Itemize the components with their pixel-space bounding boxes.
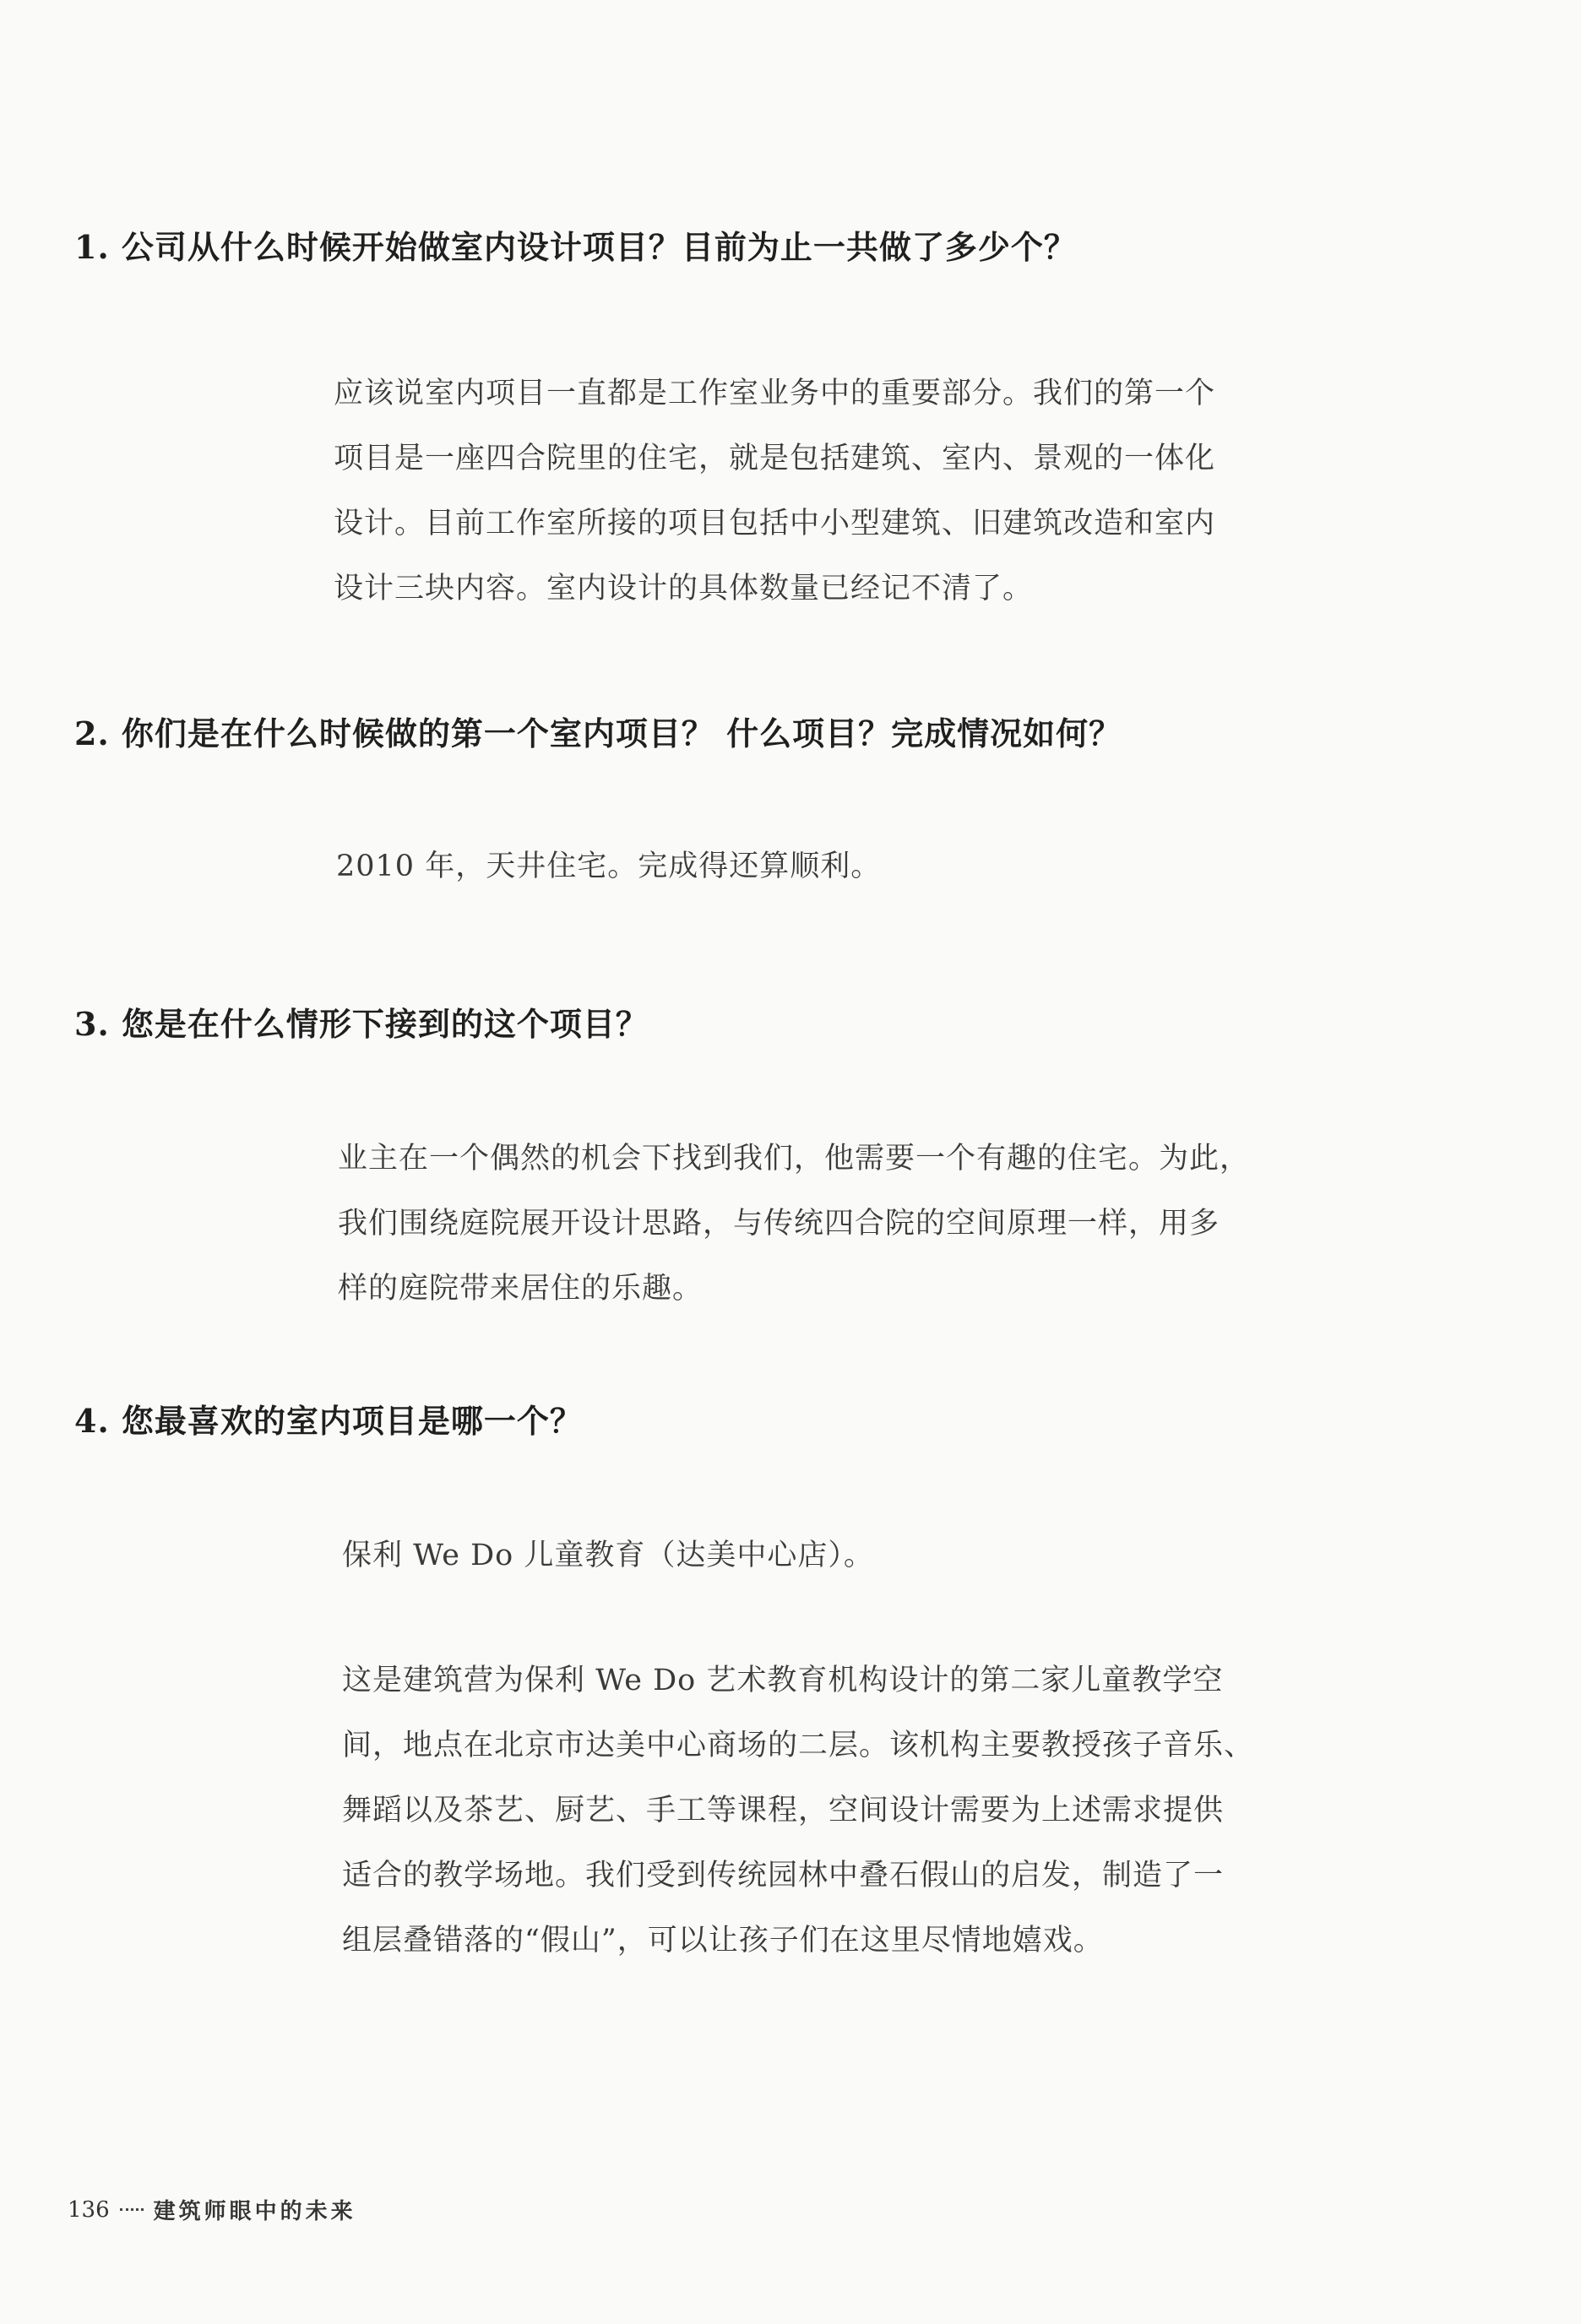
answer-1 <box>334 361 1279 622</box>
answer-4-line: 适合的教学场地。我们受到传统园林中叠石假山的启发，制造了一 <box>342 1859 1225 1892</box>
answer-3-line: 业主在一个偶然的机会下找到我们，他需要一个有趣的住宅。为此， <box>338 1142 1251 1176</box>
question-3: 3. 您是在什么情形下接到的这个项目？ <box>74 1005 649 1043</box>
answer-4-intro <box>342 1523 1288 1588</box>
answer-4-intro-line: 保利 We Do 儿童教育（达美中心店）。 <box>342 1539 874 1572</box>
page-footer <box>68 2194 356 2225</box>
answer-2 <box>336 834 1282 899</box>
answer-1-line: 设计三块内容。室内设计的具体数量已经记不清了。 <box>334 572 1034 605</box>
answer-3-line: 我们围绕庭院展开设计思路，与传统四合院的空间原理一样，用多 <box>338 1207 1220 1241</box>
footer-separator <box>120 2208 144 2211</box>
answer-1-line: 项目是一座四合院里的住宅，就是包括建筑、室内、景观的一体化 <box>334 442 1216 475</box>
answer-4-line: 这是建筑营为保利 We Do 艺术教育机构设计的第二家儿童教学空 <box>342 1664 1224 1697</box>
answer-1-line: 设计。目前工作室所接的项目包括中小型建筑、旧建筑改造和室内 <box>334 507 1216 540</box>
question-2: 2. 你们是在什么时候做的第一个室内项目？ 什么项目？完成情况如何？ <box>74 714 1122 752</box>
question-1: 1. 公司从什么时候开始做室内设计项目？目前为止一共做了多少个？ <box>74 228 1077 266</box>
answer-3-line: 样的庭院带来居住的乐趣。 <box>338 1272 704 1306</box>
book-title: 建筑师眼中的未来 <box>153 2199 356 2224</box>
answer-2-line: 2010 年，天井住宅。完成得还算顺利。 <box>336 850 882 883</box>
answer-4-line: 舞蹈以及茶艺、厨艺、手工等课程，空间设计需要为上述需求提供 <box>342 1794 1225 1827</box>
answer-4-line: 间，地点在北京市达美中心商场的二层。该机构主要教授孩子音乐、 <box>342 1729 1255 1762</box>
answer-3 <box>338 1127 1284 1322</box>
answer-1-line: 应该说室内项目一直都是工作室业务中的重要部分。我们的第一个 <box>334 377 1216 410</box>
page-number: 136 <box>68 2196 110 2223</box>
answer-4 <box>342 1648 1288 1974</box>
question-4: 4. 您最喜欢的室内项目是哪一个？ <box>74 1402 583 1440</box>
answer-4-line: 组层叠错落的“假山”，可以让孩子们在这里尽情地嬉戏。 <box>342 1924 1104 1957</box>
